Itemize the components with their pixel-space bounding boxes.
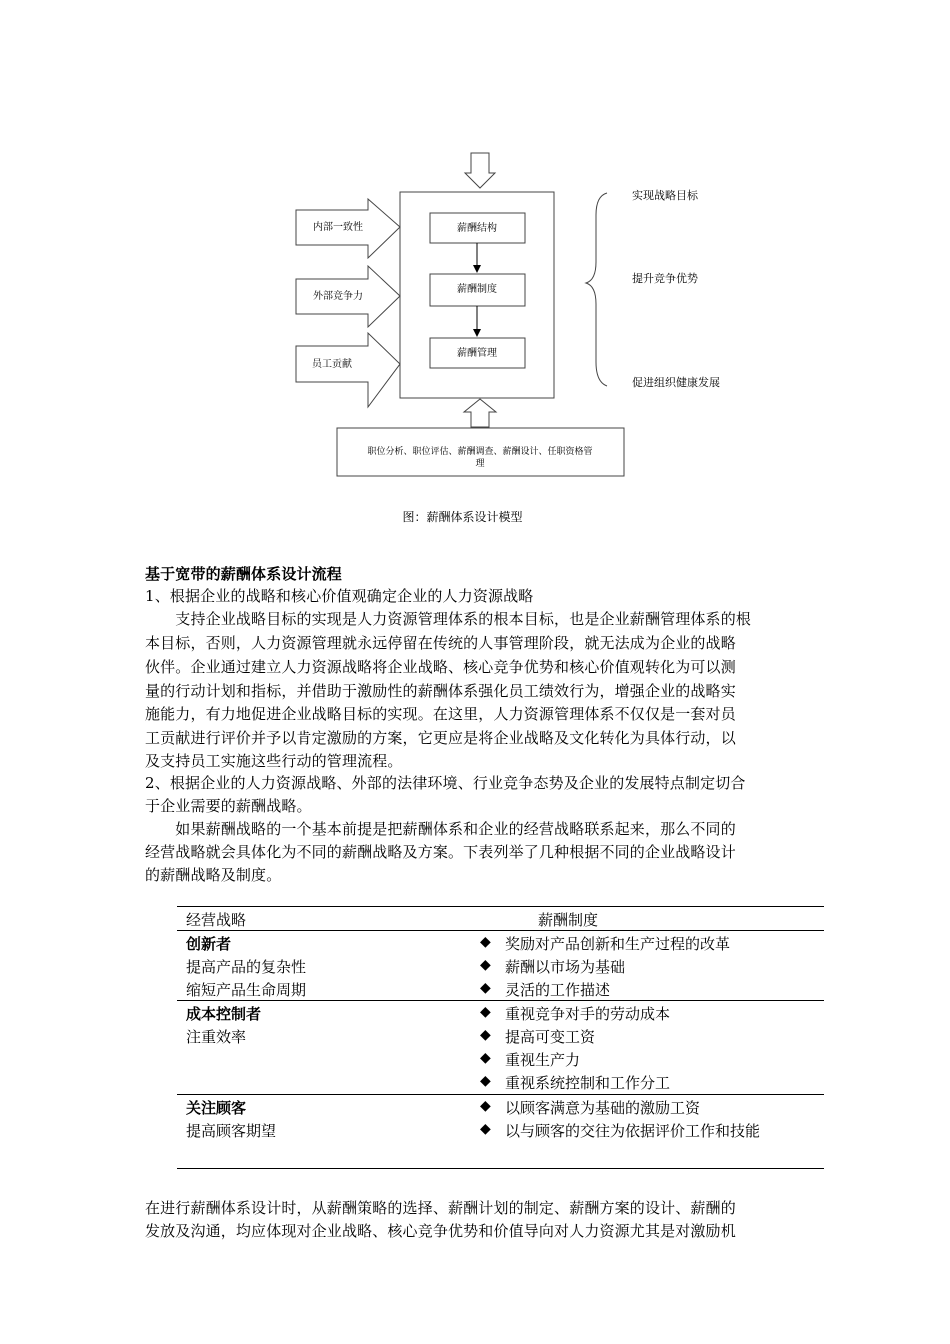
salary-item: 以顾客满意为基础的激励工资 [505, 1099, 701, 1117]
paragraph-line: 支持企业战略目标的实现是人力资源管理体系的根本目标，也是企业薪酬管理体系的根 [145, 610, 752, 628]
diamond-bullet-icon: ◆ [480, 934, 491, 950]
paragraph-line: 的薪酬战略及制度。 [145, 866, 282, 884]
bottom-box-line-1: 职位分析、职位评估、薪酬调查、薪酬设计、任职资格管 [367, 447, 593, 457]
table-header-strategy: 经营战略 [186, 911, 247, 929]
salary-item: 以与顾客的交往为依据评价工作和技能 [505, 1122, 761, 1140]
right-label-3: 促进组织健康发展 [632, 376, 720, 389]
left-label-2: 外部竞争力 [313, 291, 363, 302]
diagram-caption: 图：薪酬体系设计模型 [402, 510, 523, 524]
strategy-title: 关注顾客 [186, 1099, 247, 1117]
table-bottom-rule [177, 1168, 824, 1169]
paragraph-line: 量的行动计划和指标，并借助于激励性的薪酬体系强化员工绩效行为，增强企业的战略实 [145, 682, 736, 700]
diamond-bullet-icon: ◆ [480, 1004, 491, 1020]
paragraph-line: 工贡献进行评价并予以肯定激励的方案，它更应是将企业战略及文化转化为具体行动，以 [145, 729, 736, 747]
salary-item: 薪酬以市场为基础 [505, 958, 626, 976]
table-group-rule [177, 1000, 824, 1001]
paragraph-line: 经营战略就会具体化为不同的薪酬战略及方案。下表列举了几种根据不同的企业战略设计 [145, 843, 736, 861]
box-label-2: 薪酬制度 [457, 284, 497, 295]
paragraph-line: 于企业需要的薪酬战略。 [145, 797, 312, 815]
box-label-1: 薪酬结构 [457, 223, 497, 234]
strategy-detail: 提高产品的复杂性 [186, 958, 307, 976]
strategy-title: 成本控制者 [186, 1005, 262, 1023]
strategy-detail: 提高顾客期望 [186, 1122, 277, 1140]
bottom-box-line-2: 理 [475, 459, 485, 469]
box-label-3: 薪酬管理 [457, 348, 497, 359]
left-arrow-employee-contribution [296, 333, 400, 407]
diamond-bullet-icon: ◆ [480, 957, 491, 973]
paragraph-line: 本目标，否则，人力资源管理就永远停留在传统的人事管理阶段，就无法成为企业的战略 [145, 634, 736, 652]
paragraph-line: 2、根据企业的人力资源战略、外部的法律环境、行业竞争态势及企业的发展特点制定切合 [145, 774, 746, 792]
right-brace [586, 193, 607, 386]
diamond-bullet-icon: ◆ [480, 1027, 491, 1043]
salary-system-model-diagram [0, 0, 950, 540]
bottom-up-arrow [464, 399, 496, 427]
paragraph-line: 及支持员工实施这些行动的管理流程。 [145, 752, 403, 770]
left-label-1: 内部一致性 [313, 222, 363, 233]
diamond-bullet-icon: ◆ [480, 980, 491, 996]
strategy-detail: 注重效率 [186, 1028, 247, 1046]
top-input-arrow [465, 153, 495, 188]
diamond-bullet-icon: ◆ [480, 1073, 491, 1089]
salary-item: 奖励对产品创新和生产过程的改革 [505, 935, 731, 953]
strategy-title: 创新者 [186, 935, 232, 953]
closing-line: 发放及沟通，均应体现对企业战略、核心竞争优势和价值导向对人力资源尤其是对激励机 [145, 1222, 736, 1240]
table-group-rule [177, 1094, 824, 1095]
salary-item: 灵活的工作描述 [505, 981, 611, 999]
table-header-rule [177, 930, 824, 931]
paragraph-line: 伙伴。企业通过建立人力资源战略将企业战略、核心竞争优势和核心价值观转化为可以测 [145, 658, 736, 676]
diamond-bullet-icon: ◆ [480, 1121, 491, 1137]
section-title: 基于宽带的薪酬体系设计流程 [145, 565, 342, 583]
salary-item: 提高可变工资 [505, 1028, 596, 1046]
paragraph-line: 如果薪酬战略的一个基本前提是把薪酬体系和企业的经营战略联系起来，那么不同的 [145, 820, 736, 838]
table-header-salary: 薪酬制度 [538, 911, 599, 929]
paragraph-line: 施能力，有力地促进企业战略目标的实现。在这里，人力资源管理体系不仅仅是一套对员 [145, 705, 736, 723]
salary-item: 重视生产力 [505, 1051, 581, 1069]
diamond-bullet-icon: ◆ [480, 1050, 491, 1066]
diamond-bullet-icon: ◆ [480, 1098, 491, 1114]
table-top-rule [177, 906, 824, 907]
salary-item: 重视系统控制和工作分工 [505, 1074, 671, 1092]
closing-line: 在进行薪酬体系设计时，从薪酬策略的选择、薪酬计划的制定、薪酬方案的设计、薪酬的 [145, 1199, 736, 1217]
strategy-detail: 缩短产品生命周期 [186, 981, 307, 999]
right-label-1: 实现战略目标 [632, 189, 698, 202]
right-label-2: 提升竞争优势 [632, 272, 698, 285]
paragraph-line: 1、根据企业的战略和核心价值观确定企业的人力资源战略 [145, 587, 534, 605]
left-label-3: 员工贡献 [312, 359, 352, 370]
salary-item: 重视竞争对手的劳动成本 [505, 1005, 671, 1023]
